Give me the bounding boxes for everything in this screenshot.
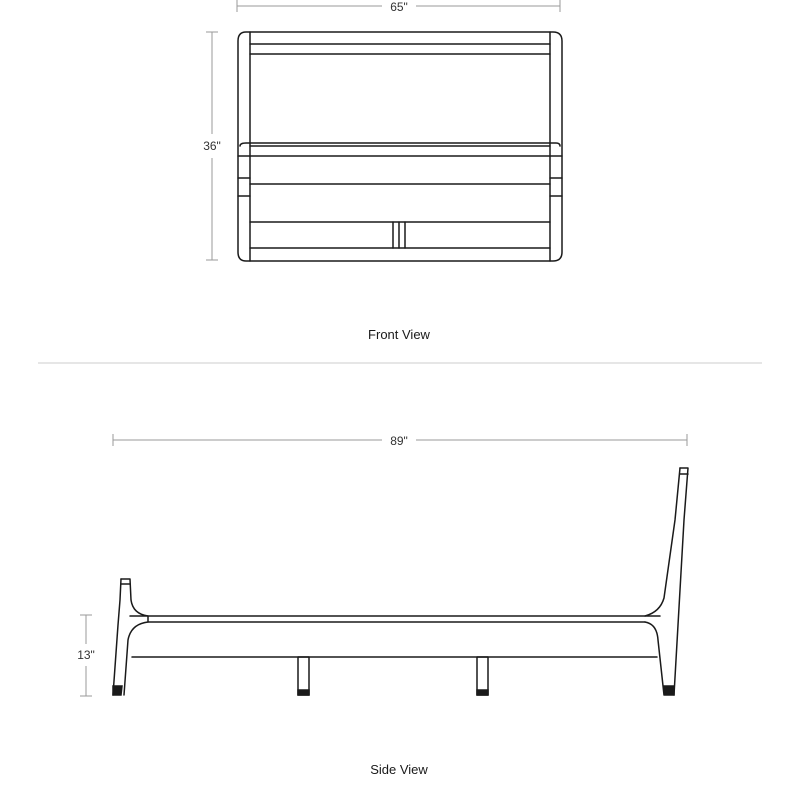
front-height-dimension	[203, 32, 221, 260]
side-view	[77, 434, 688, 777]
front-view	[203, 0, 562, 342]
side-leg-1	[298, 657, 309, 695]
front-width-dimension	[237, 0, 560, 14]
side-view-label: Side View	[370, 762, 428, 777]
side-height-dimension	[77, 615, 95, 696]
side-length-label: 89"	[390, 434, 408, 448]
front-bed-frame	[238, 32, 562, 261]
side-length-dimension	[113, 434, 687, 448]
side-height-label: 13"	[77, 648, 95, 662]
front-view-label: Front View	[368, 327, 430, 342]
front-height-label: 36"	[203, 139, 221, 153]
side-bed-frame	[113, 468, 688, 695]
side-leg-2	[477, 657, 488, 695]
front-width-label: 65"	[390, 0, 408, 14]
